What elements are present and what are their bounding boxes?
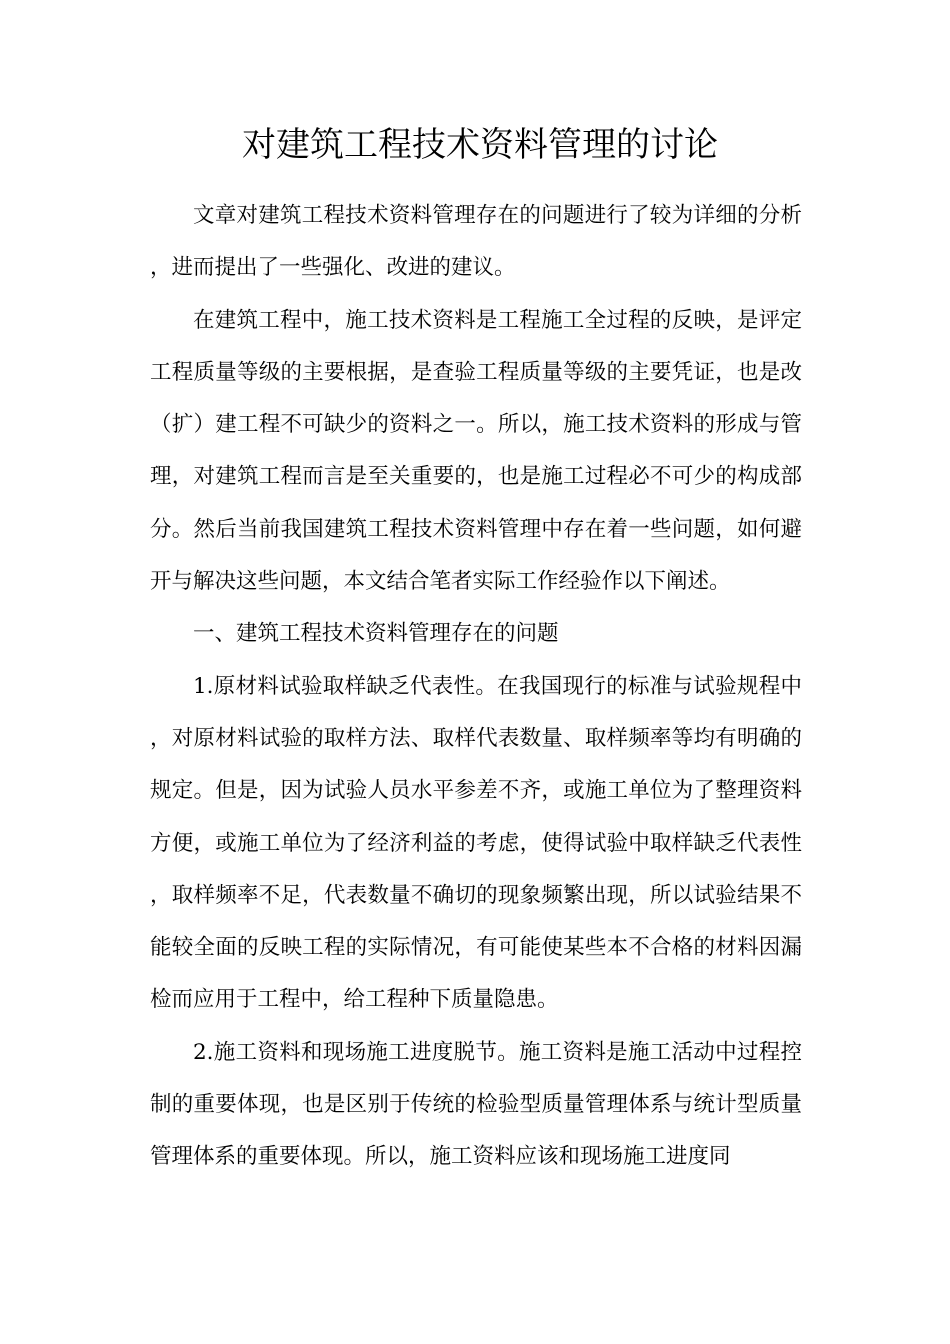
paragraph-problem-2: 2.施工资料和现场施工进度脱节。施工资料是施工活动中过程控制的重要体现，也是区别于传统的检验型质量管理体系与统计型质量管理体系的重要体现。所以，施工资料应该和现场施工进度同 — [150, 1039, 802, 1170]
paragraph-introduction: 在建筑工程中，施工技术资料是工程施工全过程的反映，是评定工程质量等级的主要根据，是查验工程质量等级的主要凭证，也是改（扩）建工程不可缺少的资料之一。所以，施工技术资料的形成与管理，对建筑工程而言是至关重要的，也是施工过程必不可少的构成部分。然后当前我国建筑工程技术资料管理中存在着一些问题，如何避开与解决这些问题，本文结合笔者实际工作经验作以下阐述。 — [150, 307, 802, 595]
document-title: 对建筑工程技术资料管理的讨论 — [242, 125, 718, 165]
document-body — [150, 190, 802, 1184]
paragraph-abstract: 文章对建筑工程技术资料管理存在的问题进行了较为详细的分析，进而提出了一些强化、改进的建议。 — [150, 203, 802, 281]
paragraph-problem-1: 1.原材料试验取样缺乏代表性。在我国现行的标准与试验规程中，对原材料试验的取样方法、取样代表数量、取样频率等均有明确的规定。但是，因为试验人员水平参差不齐，或施工单位为了整理资料方便，或施工单位为了经济利益的考虑，使得试验中取样缺乏代表性，取样频率不足，代表数量不确切的现象频繁出现，所以试验结果不能较全面的反映工程的实际情况，有可能使某些本不合格的材料因漏检而应用于工程中，给工程种下质量隐患。 — [150, 673, 802, 1013]
section-heading-problems: 一、建筑工程技术资料管理存在的问题 — [193, 621, 559, 647]
